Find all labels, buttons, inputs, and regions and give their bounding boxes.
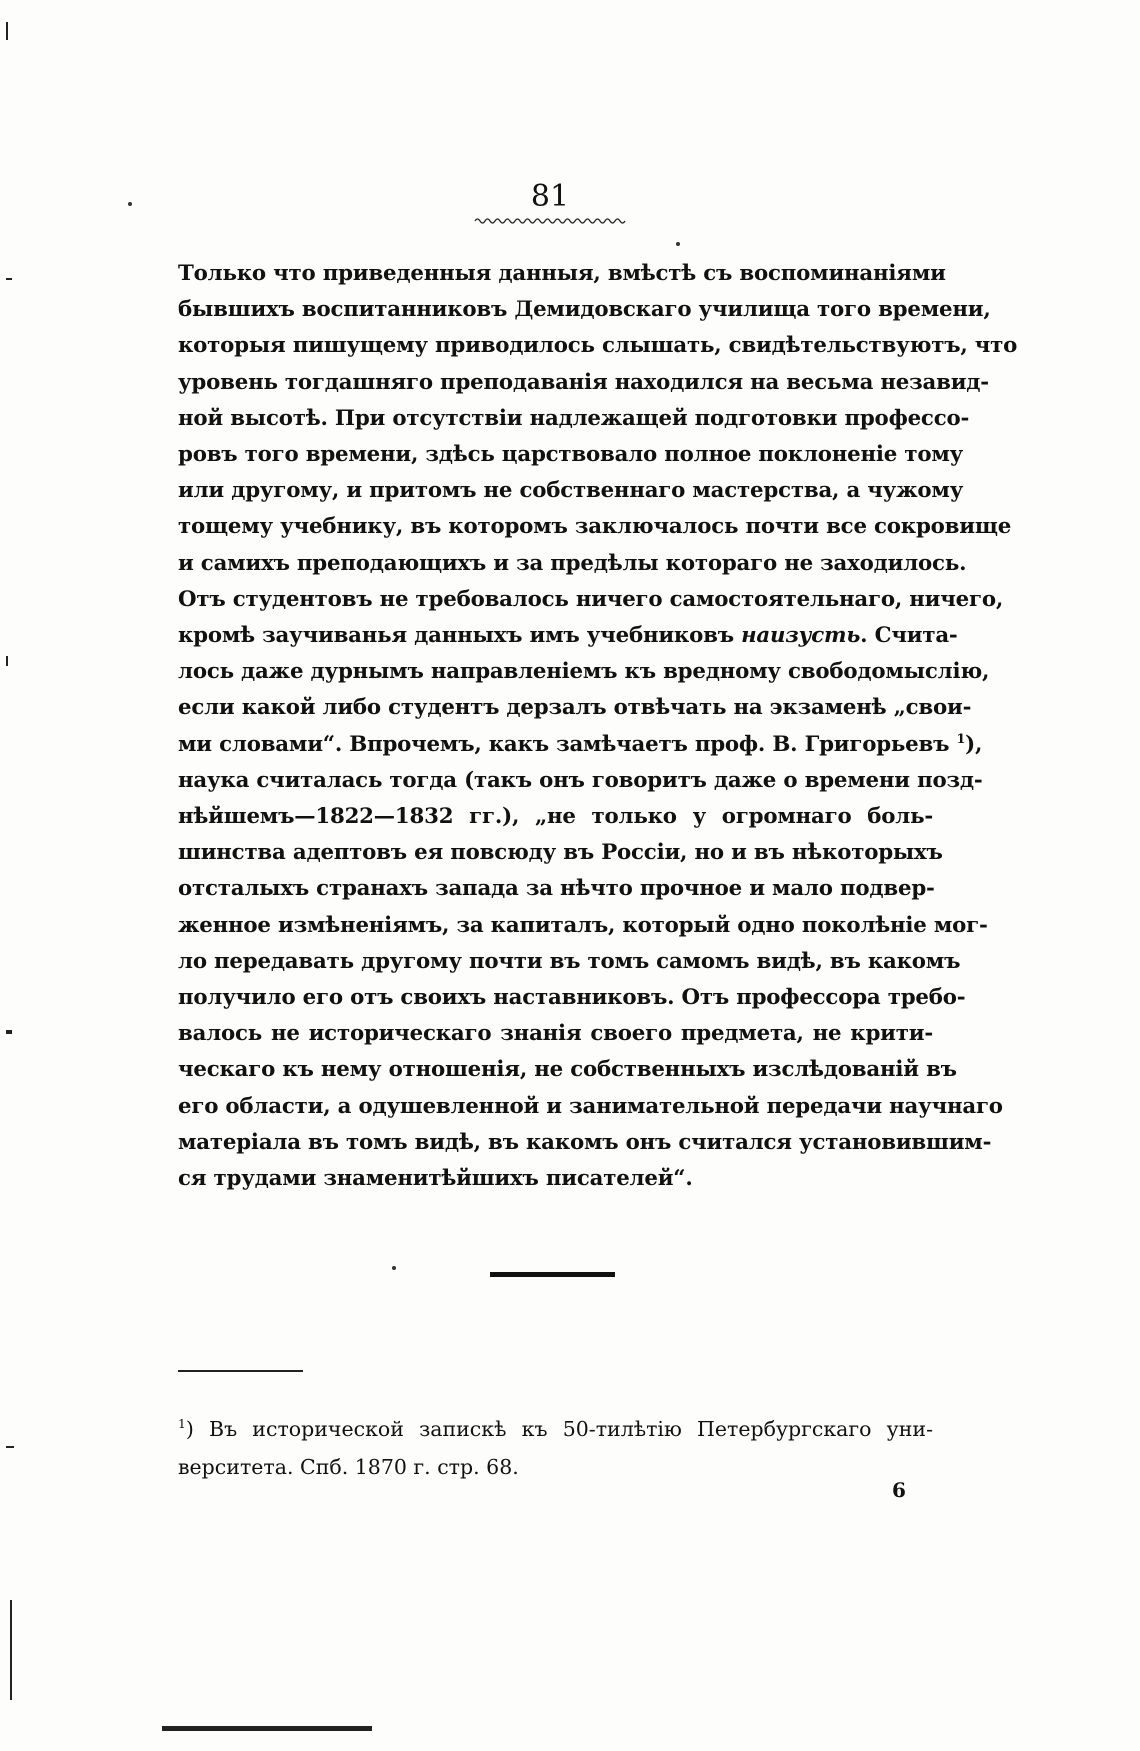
scan-artifact <box>6 656 8 666</box>
text-line: матеріала въ томъ видѣ, въ какомъ онъ считался установившим- <box>178 1129 992 1155</box>
text-line-with-footnote-ref <box>178 727 983 763</box>
footnote-line: верситета. Спб. 1870 г. стр. 68. <box>178 1455 519 1479</box>
scan-artifact <box>162 1726 372 1731</box>
text-line: ло передавать другому почти въ томъ самомъ видѣ, въ какомъ <box>178 948 961 974</box>
main-text <box>178 256 1018 1197</box>
text-line: или другому, и притомъ не собственнаго мастерства, а чужому <box>178 478 964 504</box>
text-line: если какой либо студентъ дерзалъ отвѣчать на экзаменѣ „свои- <box>178 695 972 721</box>
text-line: тощему учебнику, въ которомъ заключалось почти все сокровище <box>178 514 1012 540</box>
footnote-text: ) Въ исторической запискѣ къ 50-тилѣтію Петербургскаго уни- <box>185 1417 933 1441</box>
text-segment: ми словами“. Впрочемъ, какъ замѣчаетъ проф. В. Григорьевъ <box>178 731 950 757</box>
scan-speck <box>392 1266 396 1270</box>
text-line: женное измѣненіямъ, за капиталъ, который одно поколѣніе мог- <box>178 912 988 938</box>
text-line: которыя пишущему приводилось слышать, свидѣтельствуютъ, что <box>178 333 1018 359</box>
footnote-separator <box>178 1370 303 1372</box>
text-line: шинства адептовъ ея повсюду въ Россіи, но и въ нѣкоторыхъ <box>178 840 943 866</box>
text-line: наука считалась тогда (такъ онъ говоритъ даже о времени позд- <box>178 767 983 793</box>
footnote <box>178 1410 933 1486</box>
text-line: ровъ того времени, здѣсь царствовало полное поклоненіе тому <box>178 442 964 468</box>
text-segment: ), <box>965 731 983 757</box>
text-line: уровень тогдашняго преподаванія находился на весьма незавид- <box>178 369 989 395</box>
scan-artifact <box>10 1600 12 1700</box>
scan-artifact <box>6 1030 12 1034</box>
footnote-reference: 1 <box>956 731 966 747</box>
italic-word: наизусть <box>741 623 861 649</box>
text-line: ся трудами знаменитѣйшихъ писателей“. <box>178 1166 693 1192</box>
section-end-rule <box>490 1272 615 1277</box>
text-line: отсталыхъ странахъ запада за нѣчто прочное и мало подвер- <box>178 876 935 902</box>
text-line: ческаго къ нему отношенія, не собственныхъ изслѣдованій въ <box>178 1057 957 1083</box>
text-line: и самихъ преподающихъ и за предѣлы котораго не заходилось. <box>178 550 967 576</box>
signature-mark: 6 <box>892 1478 906 1502</box>
scan-speck <box>676 242 680 246</box>
scan-speck <box>128 202 132 206</box>
text-line: получило его отъ своихъ наставниковъ. Отъ профессора требо- <box>178 985 966 1011</box>
text-line: Только что приведенныя данныя, вмѣстѣ съ воспоминаніями <box>178 261 946 286</box>
text-line: ной высотѣ. При отсутствіи надлежащей подготовки профессо- <box>178 405 970 431</box>
scan-artifact <box>6 22 8 40</box>
text-line: нѣйшемъ—1822—1832 гг.), „не только у огромнаго боль- <box>178 804 933 830</box>
text-segment: кромѣ заучиванья данныхъ имъ учебниковъ <box>178 623 734 649</box>
page-number-ornament <box>475 216 625 226</box>
text-segment: . Счита- <box>860 623 958 649</box>
page-number: 81 <box>530 179 570 214</box>
text-line: лось даже дурнымъ направленіемъ къ вредному свободомыслію, <box>178 659 990 685</box>
footnote-marker: 1 <box>178 1417 186 1432</box>
scan-artifact <box>6 1446 14 1448</box>
text-line-with-italic <box>178 618 958 654</box>
text-line: бывшихъ воспитанниковъ Демидовскаго училища того времени, <box>178 297 991 323</box>
text-line: Отъ студентовъ не требовалось ничего самостоятельнаго, ничего, <box>178 586 1004 612</box>
scan-artifact <box>6 278 12 280</box>
footnote-line <box>178 1410 933 1448</box>
text-line: валось не историческаго знанія своего предмета, не крити- <box>178 1021 933 1047</box>
text-line: его области, а одушевленной и занимательной передачи научнаго <box>178 1093 1003 1119</box>
